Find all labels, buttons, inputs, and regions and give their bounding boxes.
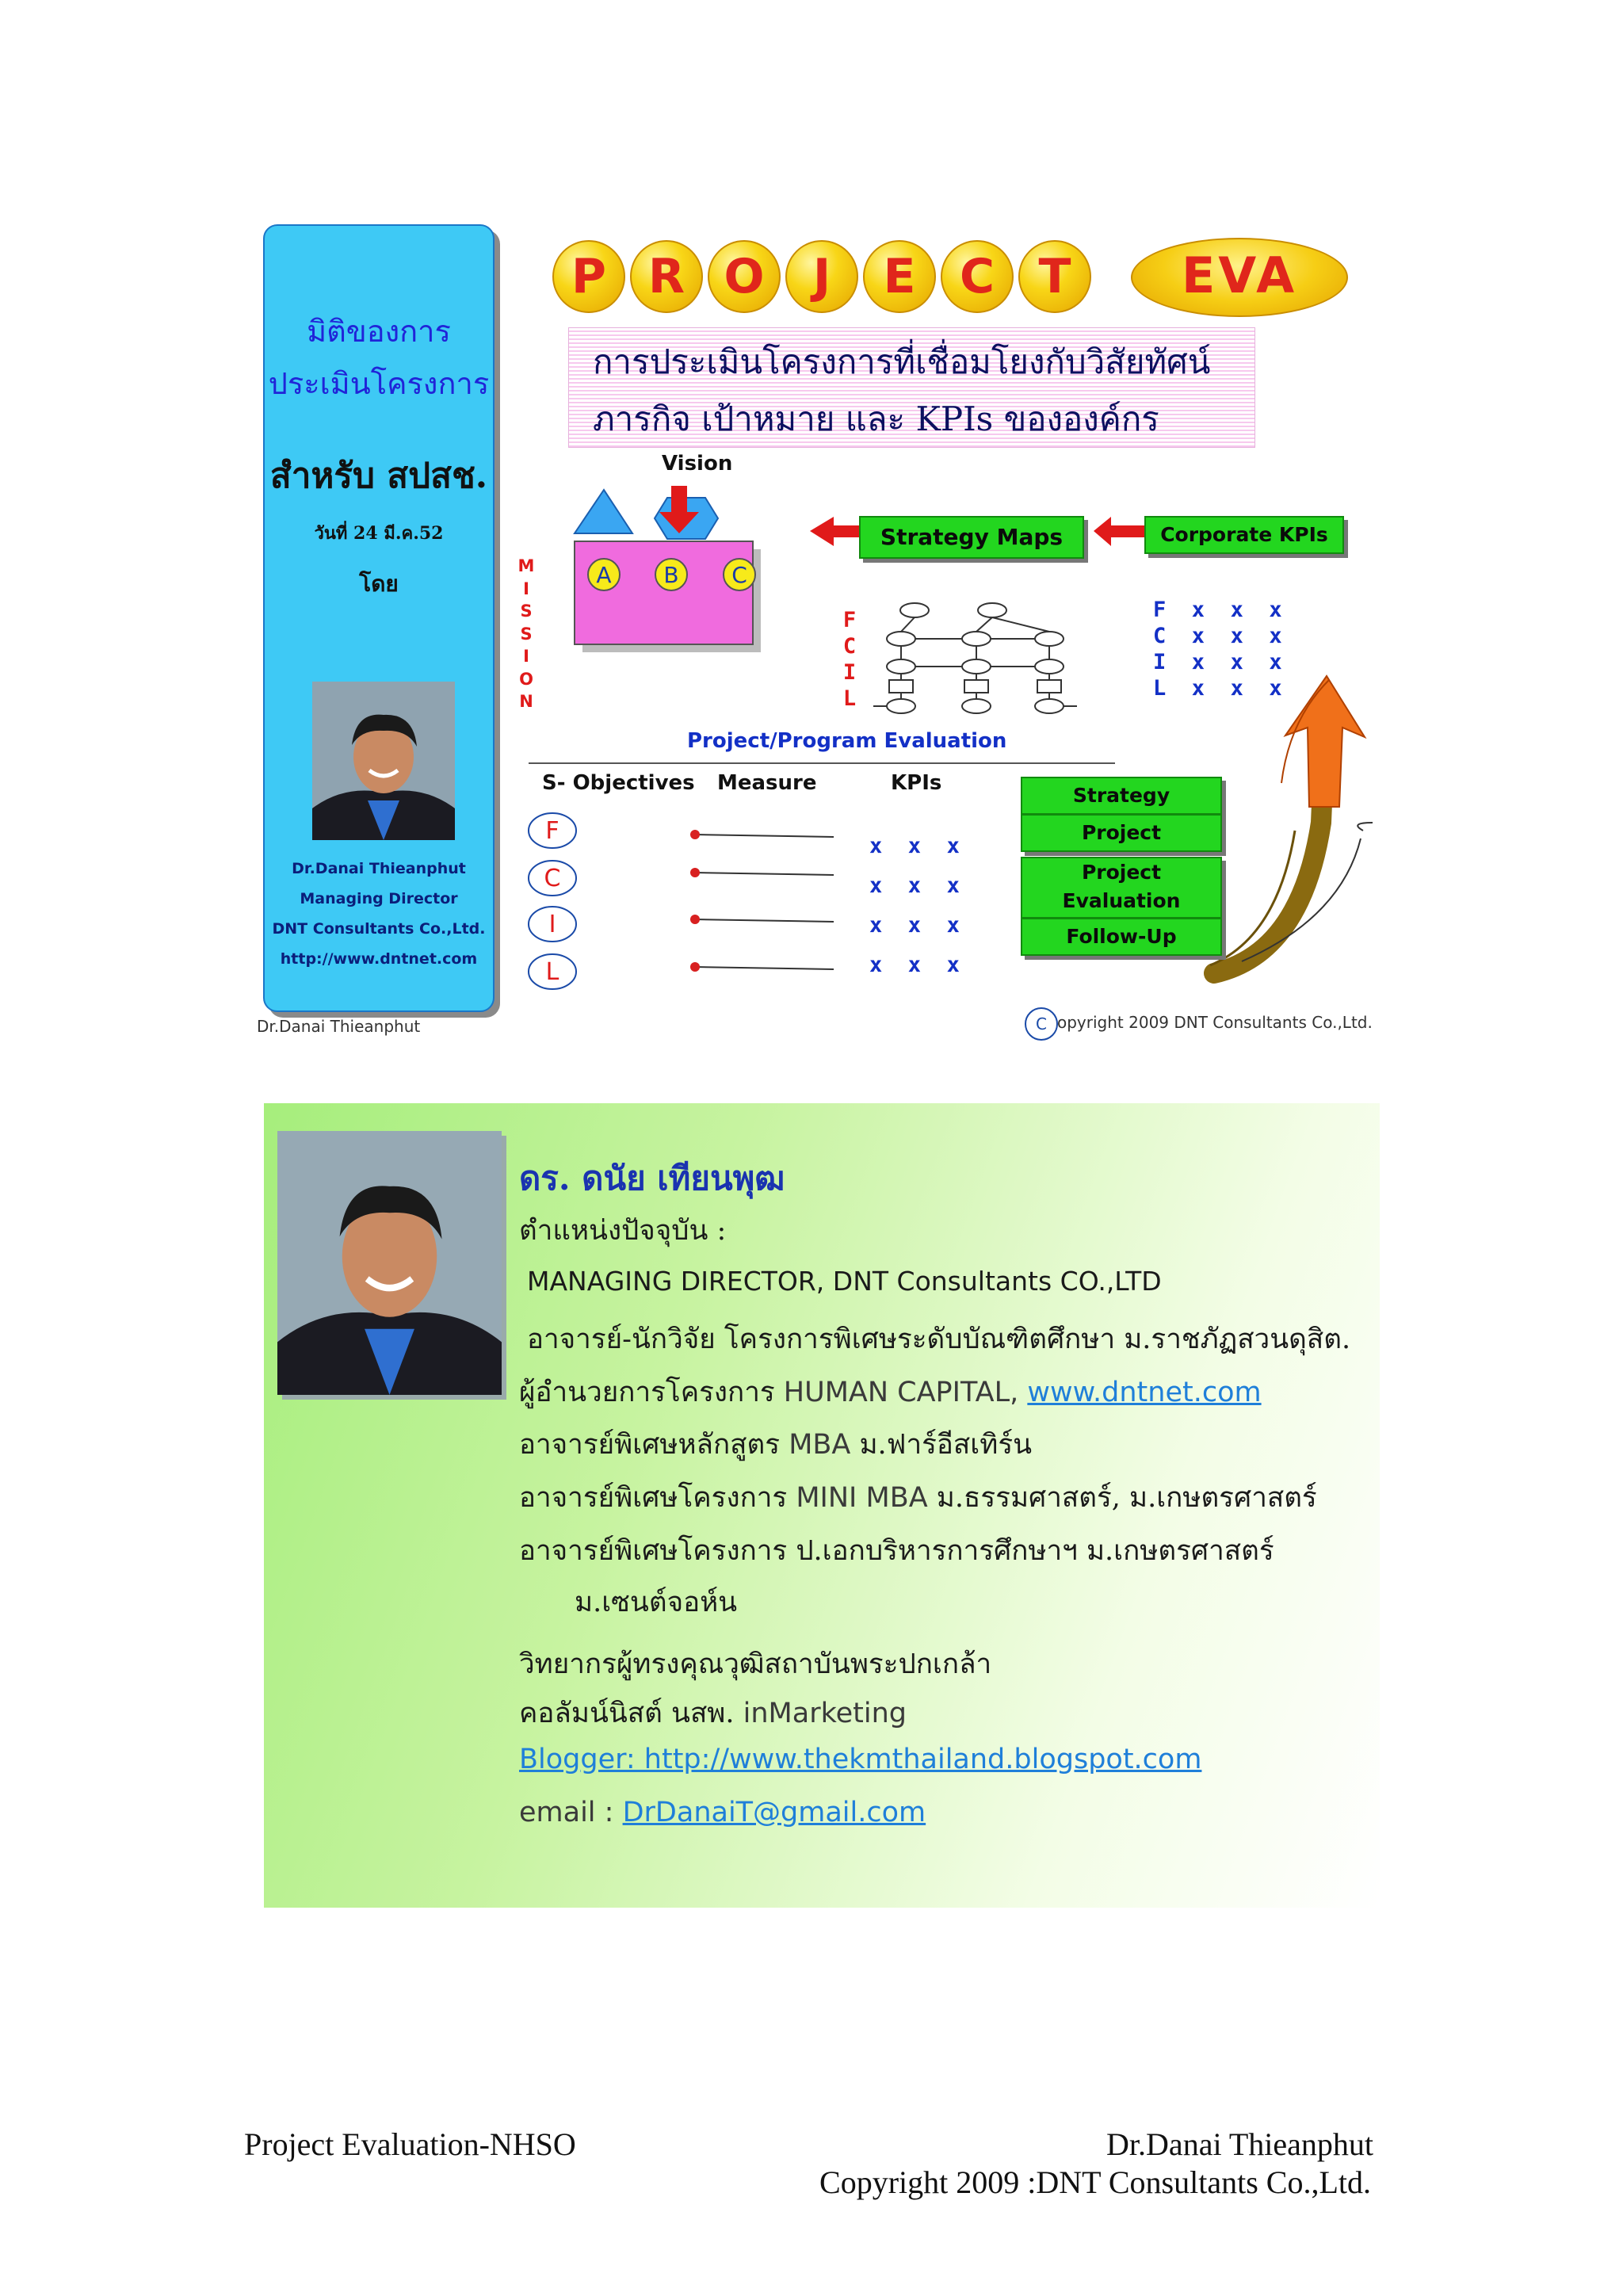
mission-box [575,541,753,644]
mission-letter: M [517,556,535,575]
banner-line2: ภารกิจ เป้าหมาย และ KPIs ขององค์กร [593,399,1159,438]
presenter-company: DNT Consultants Co.,Ltd. [272,920,486,938]
corporate-kpis-box: Corporate KPIs [1144,516,1344,554]
mission-letter-b: B [663,562,679,588]
bio-text: ม.ฟาร์อีสเทิร์น [859,1429,1033,1461]
corporate-kpi-grid [1153,597,1282,701]
logo-letter-p: P [552,240,625,313]
vision-label: Vision [662,452,733,476]
slide [255,220,1388,1045]
presenter-photo-large [277,1131,502,1395]
objective-letter-i: I [548,911,556,938]
flow-box-evaluation [1021,857,1222,919]
presenter-role: Managing Director [300,890,458,907]
column-objectives: S- Objectives [542,771,695,795]
project-kpi-grid [869,827,960,985]
mission-letter: S [520,602,533,621]
bio-text: ม.ธรรมศาสตร์, ม.เกษตรศาสตร์ [936,1482,1317,1514]
logo-letter-c: C [941,240,1014,313]
kpi-row: x x x [869,953,960,977]
bio-line-stjohn: ม.เซนต์จอห์น [575,1587,738,1618]
bio-name: ดร. ดนัย เทียนพุฒ [519,1159,785,1198]
feedback-arrow-head [1285,676,1365,807]
logo-letter-o: O [708,240,781,313]
bio-line-managing-director: MANAGING DIRECTOR, DNT Consultants CO.,LTD [527,1266,1162,1297]
column-kpis: KPIs [891,771,942,795]
kpi-row: I x x x [1153,650,1282,674]
flow-box-evaluation-line2: Evaluation [1062,889,1181,912]
banner-line1: การประเมินโครงการที่เชื่อมโยงกับวิสัยทัศน์ [593,342,1211,381]
sidebar-by: โดย [359,571,399,597]
bio-text: MBA [780,1429,860,1461]
flow-box-project: Project [1021,814,1222,852]
fcil-letter: I [842,660,857,685]
bio-text: MINI MBA [787,1482,937,1514]
slide-credit-left: Dr.Danai Thieanphut [257,1017,421,1036]
kpi-row: x x x [869,913,960,938]
strategy-maps-box: Strategy Maps [859,516,1084,559]
email-label: email : [519,1797,623,1828]
footer-author: Dr.Danai Thieanphut [1106,2126,1373,2162]
slide-copyright: opyright 2009 DNT Consultants Co.,Ltd. [1057,1013,1373,1032]
bio-line-lecturer: อาจารย์-นักวิจัย โครงการพิเศษระดับบัณฑิตศึกษา ม.ราชภัฏสวนดุสิต. [527,1324,1351,1355]
kpi-row: x x x [869,834,960,858]
vision-arrow-shaft [671,486,687,514]
sidebar-date: วันที่ 24 มี.ค.52 [314,523,444,544]
evaluation-title: Project/Program Evaluation [687,729,1007,753]
blogger-link[interactable]: Blogger: http://www.thekmthailand.blogspot.com [519,1744,1202,1775]
column-measure: Measure [717,771,817,795]
sidebar-title-line2: ประเมินโครงการ [268,366,490,401]
presenter-name: Dr.Danai Thieanphut [292,860,466,877]
objective-letter-f: F [545,817,559,845]
mission-letter-c: C [731,562,747,588]
kpi-row: L x x x [1153,676,1282,701]
measure-dots [690,830,700,972]
bio-text: ผู้อำนวยการโครงการ [519,1377,775,1408]
mission-letter: S [520,624,533,644]
fcil-letter: L [842,686,857,711]
bio-text: คอลัมน์นิสต์ นสพ. [519,1698,735,1729]
mission-letter: O [519,669,533,689]
fcil-letter: F [842,608,857,632]
vision-triangle-shape [575,490,632,533]
bio-line-kpi-institute: วิทยากรผู้ทรงคุณวุฒิสถาบันพระปกเกล้า [519,1648,992,1680]
presenter-url[interactable]: http://www.dntnet.com [280,950,478,968]
flow-box-evaluation-line1: Project [1081,861,1162,884]
sidebar-for-line: สำหรับ สปสช. [269,456,488,496]
mission-letter: N [519,692,533,711]
logo-letter-e: E [863,240,936,313]
sidebar-title-line1: มิติของการ [307,314,451,349]
mission-letter: I [523,647,529,666]
fcil-letter: C [842,634,857,659]
bio-line-phd: อาจารย์พิเศษโครงการ ป.เอกบริหารการศึกษาฯ ม.เกษตรศาสตร์ [519,1535,1274,1567]
objective-letter-c: C [544,865,561,892]
dntnet-link[interactable]: www.dntnet.com [1027,1377,1262,1408]
bio-text: อาจารย์พิเศษโครงการ [519,1482,788,1514]
hierarchy-chart [873,603,1077,713]
footer-copyright: Copyright 2009 :DNT Consultants Co.,Ltd. [819,2164,1371,2200]
objective-letter-l: L [545,958,559,986]
kpi-row: x x x [869,873,960,898]
bio-card [264,1103,1380,1908]
double-arrow-left [810,517,865,546]
mission-letter: I [523,579,529,598]
logo-letter-j: J [785,240,858,313]
mission-letter-a: A [596,562,612,588]
fcil-strategy-label [840,607,859,712]
bio-line-email [519,1797,926,1828]
logo-letter-r: R [630,240,703,313]
bio-text: HUMAN CAPITAL, [774,1377,1028,1408]
bio-line-columnist [519,1691,907,1735]
kpi-row: F x x x [1153,598,1282,622]
bio-line-mini-mba [519,1476,1317,1519]
bio-text: อาจารย์พิเศษหลักสูตร [519,1429,781,1461]
bio-line-mba [519,1423,1032,1466]
email-link[interactable]: DrDanaiT@gmail.com [622,1797,926,1828]
mission-vertical-label [517,555,536,713]
copyright-circle: C [1025,1007,1058,1041]
logo-letter-t: T [1018,240,1091,313]
measure-lines [695,835,834,969]
kpi-row: C x x x [1153,624,1282,648]
bio-text: inMarketing [734,1698,907,1729]
logo-eva: EVA [1131,238,1348,317]
footer-left: Project Evaluation-NHSO [244,2126,576,2162]
bio-position-heading: ตำแหน่งปัจจุบัน : [519,1215,727,1247]
bio-line-director-hc [519,1370,1262,1414]
flow-box-followup: Follow-Up [1021,918,1222,956]
flow-box-strategy: Strategy [1021,777,1222,815]
